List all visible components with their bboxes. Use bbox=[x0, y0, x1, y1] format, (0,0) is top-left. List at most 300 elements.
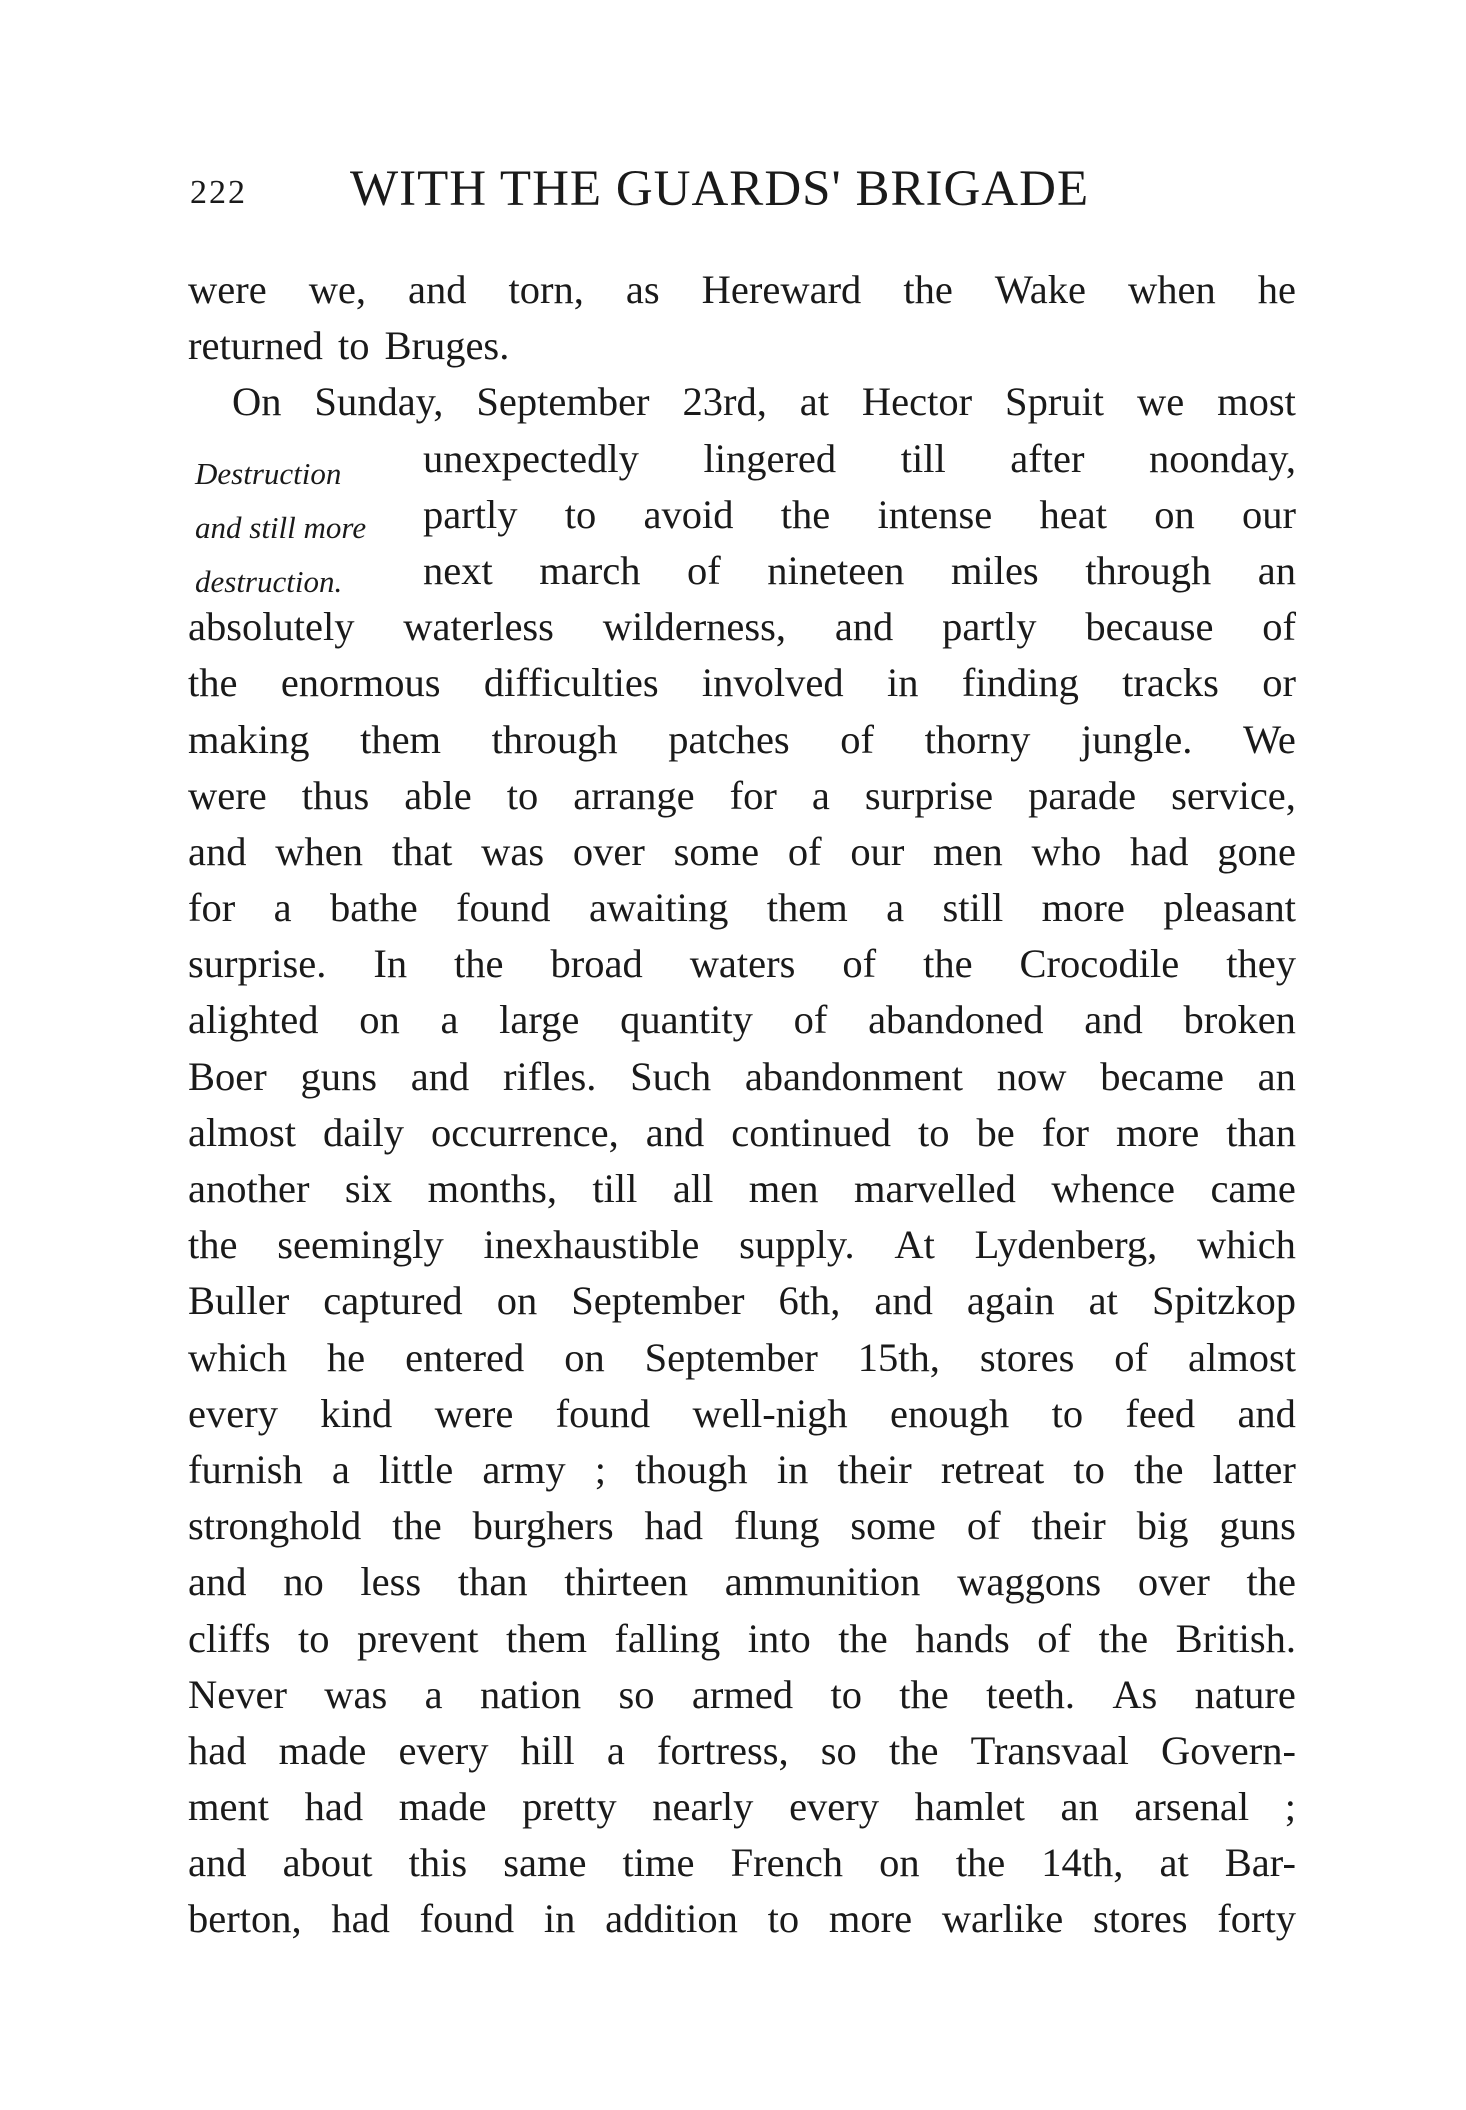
word: marvelled bbox=[853, 1166, 1016, 1211]
word: the bbox=[888, 1727, 939, 1773]
word: time bbox=[622, 1840, 695, 1886]
word: was bbox=[481, 828, 545, 874]
word: Spitzkop bbox=[1151, 1278, 1296, 1324]
text-line bbox=[188, 431, 1296, 487]
word: enough bbox=[890, 1390, 1010, 1436]
word: quantity bbox=[620, 997, 753, 1043]
word: that bbox=[391, 828, 453, 874]
word: prevent bbox=[357, 1615, 479, 1661]
word: almost bbox=[188, 1109, 296, 1155]
text-line bbox=[188, 712, 1296, 768]
text-line bbox=[188, 543, 1296, 599]
word: than bbox=[1226, 1109, 1296, 1155]
word: nearly bbox=[652, 1784, 754, 1830]
word: Bruges. bbox=[384, 323, 510, 369]
word: ment bbox=[188, 1784, 269, 1830]
word: on bbox=[564, 1334, 605, 1380]
word: and bbox=[410, 1053, 470, 1099]
word: hill bbox=[520, 1727, 575, 1773]
text-line bbox=[188, 992, 1296, 1048]
word: had bbox=[644, 1503, 704, 1549]
word: and bbox=[188, 1559, 247, 1605]
text-line bbox=[188, 1611, 1296, 1667]
word: to bbox=[830, 1671, 862, 1717]
word: French bbox=[730, 1840, 844, 1886]
word: partly bbox=[942, 604, 1037, 650]
word: another bbox=[188, 1166, 310, 1211]
word: 6th, bbox=[778, 1278, 841, 1324]
word: to bbox=[564, 491, 597, 537]
word: six bbox=[344, 1166, 393, 1211]
word: waggons bbox=[957, 1559, 1102, 1605]
text-line bbox=[188, 1273, 1296, 1329]
word: at bbox=[1159, 1840, 1189, 1886]
word: and bbox=[874, 1278, 933, 1324]
word: the bbox=[454, 941, 504, 987]
word: surprise bbox=[864, 772, 994, 818]
text-line bbox=[188, 487, 1296, 543]
word: 23rd, bbox=[682, 379, 767, 425]
word: and bbox=[188, 1840, 247, 1886]
word: an bbox=[1257, 547, 1296, 593]
word: now bbox=[996, 1053, 1067, 1099]
page-number: 222 bbox=[190, 174, 247, 211]
word: an bbox=[1060, 1784, 1099, 1830]
text-line bbox=[188, 1667, 1296, 1723]
word: nation bbox=[479, 1671, 582, 1717]
word: to bbox=[337, 323, 370, 369]
word: every bbox=[188, 1390, 278, 1436]
word: the bbox=[838, 1615, 888, 1661]
text-line bbox=[188, 1330, 1296, 1386]
word: over bbox=[1137, 1559, 1210, 1605]
word: all bbox=[672, 1166, 714, 1211]
word: and bbox=[1084, 997, 1143, 1043]
word: so bbox=[618, 1671, 655, 1717]
word: returned bbox=[188, 323, 323, 369]
word: of bbox=[840, 716, 875, 762]
word: Such bbox=[630, 1053, 712, 1099]
word: march bbox=[539, 547, 641, 593]
word: a bbox=[886, 885, 905, 931]
word: were bbox=[188, 772, 267, 818]
word: pleasant bbox=[1163, 885, 1296, 931]
word: As bbox=[1112, 1671, 1158, 1717]
word: fortress, bbox=[657, 1727, 789, 1773]
word: the bbox=[955, 1840, 1006, 1886]
word: them bbox=[506, 1615, 587, 1661]
word: thorny bbox=[924, 716, 1031, 762]
text-line bbox=[188, 768, 1296, 824]
word: difficulties bbox=[483, 660, 659, 706]
word: in bbox=[886, 660, 919, 706]
word: parade bbox=[1028, 772, 1137, 818]
word: most bbox=[1217, 379, 1296, 425]
word: a bbox=[440, 997, 459, 1043]
word: in bbox=[776, 1446, 809, 1492]
text-line bbox=[188, 318, 1296, 374]
word: addition bbox=[605, 1896, 738, 1942]
word: September bbox=[644, 1334, 818, 1380]
word: abandonment bbox=[744, 1053, 964, 1099]
word: made bbox=[398, 1784, 487, 1830]
word: stores bbox=[1093, 1896, 1188, 1942]
word: patches bbox=[668, 716, 790, 762]
word: arsenal bbox=[1134, 1784, 1250, 1830]
word: were bbox=[434, 1390, 514, 1436]
word: months, bbox=[427, 1166, 557, 1211]
word: noonday, bbox=[1149, 435, 1296, 481]
word: entered bbox=[405, 1334, 525, 1380]
word: burghers bbox=[472, 1503, 614, 1549]
word: berton, bbox=[188, 1896, 302, 1942]
word: and bbox=[1237, 1390, 1296, 1436]
word: of bbox=[842, 941, 877, 987]
word: falling bbox=[614, 1615, 721, 1661]
word: tracks bbox=[1122, 660, 1219, 706]
word: our bbox=[1242, 491, 1296, 537]
word: thus bbox=[301, 772, 370, 818]
word: kind bbox=[320, 1390, 393, 1436]
word: some bbox=[850, 1503, 936, 1549]
word: thirteen bbox=[564, 1559, 688, 1605]
word: September bbox=[476, 379, 650, 425]
word: continued bbox=[731, 1109, 891, 1155]
word: found bbox=[419, 1896, 515, 1942]
word: as bbox=[625, 267, 660, 312]
word: 14th, bbox=[1041, 1840, 1124, 1886]
word: guns bbox=[1219, 1503, 1296, 1549]
text-line bbox=[188, 1835, 1296, 1891]
word: a bbox=[273, 885, 292, 931]
word: on bbox=[359, 997, 400, 1043]
word: to bbox=[767, 1896, 800, 1942]
word: our bbox=[850, 828, 905, 874]
word: when bbox=[1127, 267, 1216, 312]
word: whence bbox=[1051, 1166, 1176, 1211]
word: cliffs bbox=[188, 1615, 271, 1661]
word: for bbox=[188, 885, 236, 931]
word: some bbox=[673, 828, 760, 874]
word: every bbox=[789, 1784, 880, 1830]
word: Spruit bbox=[1005, 379, 1105, 425]
word: nature bbox=[1194, 1671, 1296, 1717]
word: to bbox=[1073, 1446, 1105, 1492]
word: gone bbox=[1217, 828, 1296, 874]
word: found bbox=[555, 1390, 651, 1436]
word: awaiting bbox=[588, 885, 729, 931]
word: over bbox=[572, 828, 645, 874]
word: was bbox=[324, 1671, 388, 1717]
word: Bar- bbox=[1224, 1840, 1296, 1886]
word: waters bbox=[689, 941, 796, 987]
word: alighted bbox=[188, 997, 319, 1043]
word: heat bbox=[1039, 491, 1107, 537]
word: large bbox=[499, 997, 580, 1043]
margin-note-line-2: and still more bbox=[195, 510, 367, 545]
word: almost bbox=[1187, 1334, 1296, 1380]
word: able bbox=[404, 772, 472, 818]
word: became bbox=[1100, 1053, 1224, 1099]
word: which bbox=[1196, 1222, 1296, 1268]
word: finding bbox=[961, 660, 1079, 706]
word: a bbox=[331, 1446, 350, 1492]
word: though bbox=[635, 1446, 748, 1492]
word: into bbox=[747, 1615, 811, 1661]
text-line bbox=[188, 1217, 1296, 1273]
word: In bbox=[373, 941, 408, 987]
word: of bbox=[1037, 1615, 1072, 1661]
word: next bbox=[423, 547, 493, 593]
word: abandoned bbox=[868, 997, 1044, 1043]
word: till bbox=[900, 435, 946, 481]
text-line bbox=[188, 824, 1296, 880]
word: Never bbox=[188, 1671, 287, 1717]
word: stronghold bbox=[188, 1503, 362, 1549]
word: of bbox=[787, 828, 822, 874]
text-line bbox=[188, 374, 1296, 430]
word: bathe bbox=[329, 885, 418, 931]
word: more bbox=[828, 1896, 913, 1942]
word: Sunday, bbox=[314, 379, 444, 425]
word: came bbox=[1210, 1166, 1296, 1211]
word: to bbox=[506, 772, 539, 818]
word: daily bbox=[323, 1109, 404, 1155]
word: and bbox=[834, 604, 894, 650]
word: men bbox=[933, 828, 1003, 874]
word: to bbox=[918, 1109, 950, 1155]
text-line bbox=[188, 599, 1296, 655]
word: little bbox=[379, 1446, 454, 1492]
word: Lydenberg, bbox=[974, 1222, 1158, 1268]
word: at bbox=[799, 379, 829, 425]
word: had bbox=[1130, 828, 1189, 874]
word: lingered bbox=[703, 435, 837, 481]
word: intense bbox=[877, 491, 993, 537]
word: feed bbox=[1125, 1390, 1196, 1436]
word: furnish bbox=[188, 1446, 303, 1492]
word: them bbox=[360, 716, 442, 762]
word: surprise. bbox=[188, 941, 327, 987]
word: same bbox=[503, 1840, 587, 1886]
word: he bbox=[326, 1334, 366, 1380]
word: absolutely bbox=[188, 604, 355, 650]
running-head: WITH THE GUARDS' BRIGADE bbox=[350, 161, 1090, 217]
text-line bbox=[188, 1161, 1296, 1217]
word: less bbox=[360, 1559, 422, 1605]
page-header bbox=[190, 160, 1290, 220]
text-line bbox=[188, 1386, 1296, 1442]
text-line bbox=[188, 1105, 1296, 1161]
word: guns bbox=[300, 1053, 377, 1099]
word: warlike bbox=[941, 1896, 1064, 1942]
word: on bbox=[496, 1278, 538, 1324]
word: men bbox=[748, 1166, 819, 1211]
word: Boer bbox=[188, 1053, 267, 1099]
word: occurrence, bbox=[431, 1109, 619, 1155]
word: the bbox=[392, 1503, 442, 1549]
text-line bbox=[188, 1723, 1296, 1779]
word: Hereward bbox=[701, 267, 862, 312]
word: than bbox=[457, 1559, 528, 1605]
word: avoid bbox=[643, 491, 734, 537]
word: stores bbox=[979, 1334, 1075, 1380]
word: rifles. bbox=[502, 1053, 597, 1099]
word: them bbox=[766, 885, 848, 931]
word: armed bbox=[691, 1671, 794, 1717]
text-line bbox=[188, 1498, 1296, 1554]
word: and bbox=[645, 1109, 705, 1155]
word: the bbox=[1134, 1446, 1184, 1492]
word: had bbox=[331, 1896, 390, 1942]
text-line bbox=[188, 1442, 1296, 1498]
word: had bbox=[188, 1727, 247, 1773]
word: of bbox=[966, 1503, 1001, 1549]
word: partly bbox=[423, 491, 518, 537]
word: On bbox=[232, 379, 282, 425]
word: through bbox=[1085, 547, 1212, 593]
word: to bbox=[1051, 1390, 1084, 1436]
word: for bbox=[1041, 1109, 1090, 1155]
text-line bbox=[188, 936, 1296, 992]
word: because bbox=[1085, 604, 1214, 650]
word: service, bbox=[1171, 772, 1296, 818]
word: of bbox=[686, 547, 721, 593]
word: he bbox=[1257, 267, 1296, 312]
word: their bbox=[1031, 1503, 1106, 1549]
word: about bbox=[282, 1840, 373, 1886]
word: a bbox=[606, 1727, 625, 1773]
word: unexpectedly bbox=[423, 435, 639, 481]
word: who bbox=[1031, 828, 1102, 874]
word: the bbox=[903, 267, 953, 312]
word: which bbox=[188, 1334, 287, 1380]
word: still bbox=[942, 885, 1004, 931]
word: found bbox=[456, 885, 551, 931]
word: made bbox=[278, 1727, 367, 1773]
word: after bbox=[1010, 435, 1085, 481]
word: an bbox=[1257, 1053, 1296, 1099]
word: teeth. bbox=[986, 1671, 1075, 1717]
margin-note-line-1: Destruction bbox=[195, 456, 342, 491]
word: so bbox=[820, 1727, 857, 1773]
word: no bbox=[283, 1559, 324, 1605]
word: more bbox=[1041, 885, 1125, 931]
word: well-nigh bbox=[692, 1390, 848, 1436]
word: Hector bbox=[861, 379, 973, 425]
word: the bbox=[899, 1671, 949, 1717]
word: Transvaal bbox=[970, 1727, 1129, 1773]
word: and bbox=[408, 267, 467, 312]
word: making bbox=[188, 716, 310, 762]
text-line bbox=[188, 262, 1296, 318]
word: captured bbox=[323, 1278, 463, 1324]
word: the bbox=[923, 941, 973, 987]
word: of bbox=[793, 997, 828, 1043]
word: involved bbox=[701, 660, 844, 706]
word: September bbox=[571, 1278, 745, 1324]
word: British. bbox=[1175, 1615, 1296, 1661]
word: arrange bbox=[573, 772, 695, 818]
word: pretty bbox=[522, 1784, 617, 1830]
word: big bbox=[1136, 1503, 1189, 1549]
word: every bbox=[398, 1727, 489, 1773]
word: hands bbox=[915, 1615, 1010, 1661]
word: be bbox=[976, 1109, 1015, 1155]
word: waterless bbox=[403, 604, 554, 650]
word: a bbox=[811, 772, 830, 818]
word: at bbox=[1088, 1278, 1118, 1324]
word: again bbox=[966, 1278, 1055, 1324]
word: we, bbox=[308, 267, 367, 312]
word: the bbox=[188, 660, 238, 706]
word: had bbox=[304, 1784, 364, 1830]
word: retreat bbox=[940, 1446, 1045, 1492]
text-line bbox=[188, 655, 1296, 711]
word: broad bbox=[550, 941, 643, 987]
word: army bbox=[482, 1446, 566, 1492]
word: for bbox=[729, 772, 777, 818]
word: the bbox=[188, 1222, 238, 1268]
word: latter bbox=[1212, 1446, 1296, 1492]
word: the bbox=[1098, 1615, 1149, 1661]
word: broken bbox=[1183, 997, 1296, 1043]
word: seemingly bbox=[277, 1222, 444, 1268]
word: torn, bbox=[508, 267, 584, 312]
word: Govern- bbox=[1161, 1727, 1296, 1773]
word: Buller bbox=[188, 1278, 290, 1324]
word: jungle. bbox=[1080, 716, 1193, 762]
word: miles bbox=[950, 547, 1039, 593]
text-line bbox=[188, 1891, 1296, 1947]
word: nineteen bbox=[767, 547, 905, 593]
word: on bbox=[879, 1840, 920, 1886]
word: Wake bbox=[994, 267, 1086, 312]
word: till bbox=[592, 1166, 638, 1211]
word: Crocodile bbox=[1019, 941, 1180, 987]
word: flung bbox=[733, 1503, 820, 1549]
word: of bbox=[1262, 604, 1296, 650]
word: ammunition bbox=[724, 1559, 921, 1605]
word: in bbox=[543, 1896, 576, 1942]
word: and bbox=[188, 828, 247, 874]
word: through bbox=[491, 716, 618, 762]
word: supply. bbox=[739, 1222, 855, 1268]
word: wilderness, bbox=[602, 604, 787, 650]
text-line bbox=[188, 1779, 1296, 1835]
word: we bbox=[1136, 379, 1185, 425]
body-text bbox=[188, 262, 1296, 1948]
word: when bbox=[275, 828, 363, 874]
word: hamlet bbox=[914, 1784, 1025, 1830]
word: ; bbox=[1284, 1784, 1296, 1830]
word: on bbox=[1154, 491, 1195, 537]
word: of bbox=[1114, 1334, 1149, 1380]
word: We bbox=[1242, 716, 1296, 762]
text-line bbox=[188, 1554, 1296, 1610]
word: the bbox=[780, 491, 831, 537]
word: At bbox=[894, 1222, 935, 1268]
word: to bbox=[298, 1615, 330, 1661]
word: their bbox=[837, 1446, 912, 1492]
word: the bbox=[1246, 1559, 1296, 1605]
text-line bbox=[188, 1049, 1296, 1105]
margin-note-line-3: destruction. bbox=[195, 564, 343, 599]
word: a bbox=[424, 1671, 443, 1717]
word: this bbox=[408, 1840, 468, 1886]
word: ; bbox=[594, 1446, 607, 1492]
word: enormous bbox=[280, 660, 441, 706]
